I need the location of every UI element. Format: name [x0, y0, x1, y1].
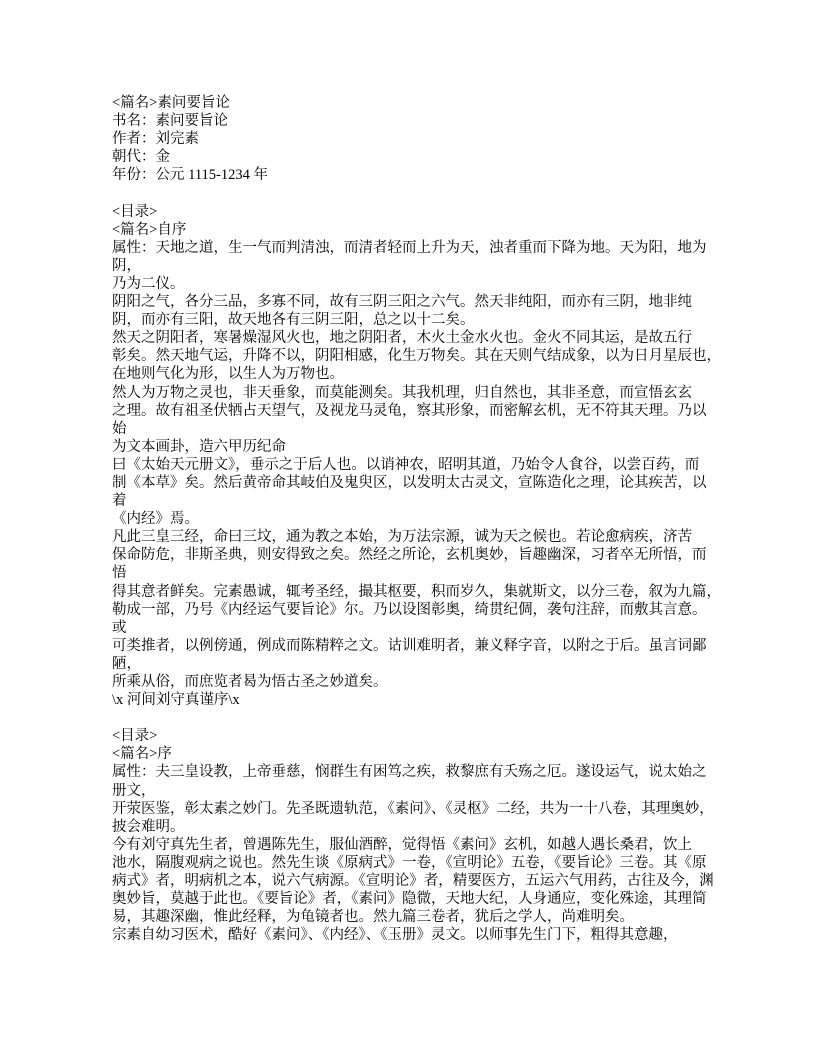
section-block	[112, 727, 712, 944]
text-line: 开荥医鉴，彰太素之妙门。先圣既遗轨范，《素问》、《灵枢》二经，共为一十八卷，其理奥妙，	[112, 800, 714, 817]
text-line: <目录>	[112, 203, 158, 220]
section-block	[112, 203, 721, 710]
text-line: 年份：公元 1115-1234 年	[112, 167, 269, 184]
text-line: 易，其趣深幽，惟此经释，为龟镜者也。然九篇三卷者，犹后之学人，尚难明矣。	[112, 909, 634, 926]
text-line: 制《本草》矣。然后黄帝命其岐伯及鬼臾区，以发明太古灵文，宣陈造化之理，论其疾苦，以	[112, 474, 707, 491]
text-line: 然天之阴阳者，寒暑燥湿风火也，地之阴阳者，木火土金水火也。金火不同其运，是故五行	[112, 330, 692, 347]
text-line: 属性：天地之道，生一气而判清浊，而清者轻而上升为天，浊者重而下降为地。天为阳，地为	[112, 239, 707, 256]
text-line: 保命防危，非斯圣典，则安得致之矣。然经之所论，玄机奥妙，旨趣幽深，习者卒无所悟，而	[112, 547, 707, 564]
text-line: 病式》者，明病机之本，说六气病源。《宣明论》者，精要医方，五运六气用药，古往及今，渊	[112, 873, 714, 890]
text-line: 宗素自幼习医术，酷好《素问》、《内经》、《玉册》灵文。以师事先生门下，粗得其意趣，	[112, 927, 678, 944]
text-line: <目录>	[112, 728, 158, 745]
text-line: 池水，隔腹观病之说也。然先生谈《原病式》一卷，《宣明论》五卷，《要旨论》三卷。其《原	[112, 854, 707, 871]
text-line: 陋，	[112, 655, 141, 672]
text-line: 可类推者，以例傍通，例成而陈精粹之文。诂训难明者，兼义释字音，以附之于后。虽言词鄙	[112, 637, 707, 654]
text-line: 作者：刘完素	[112, 131, 199, 148]
text-line: <篇名>自序	[112, 221, 187, 238]
text-line: 始	[112, 420, 127, 437]
text-line: 朝代：金	[112, 149, 170, 166]
text-line: 着	[112, 493, 127, 510]
text-line: 然人为万物之灵也，非天垂象，而莫能测矣。其我机理，归自然也，其非圣意，而宣悟玄玄	[112, 384, 692, 401]
sections-container	[112, 203, 721, 945]
header-block	[112, 94, 712, 184]
text-line: 凡此三皇三经，命曰三坟，通为教之本始，为万法宗源，诚为天之候也。若论愈病疾，济苦	[112, 529, 692, 546]
text-line: \x 河间刘守真谨序\x	[112, 692, 240, 709]
text-line: 属性：夫三皇设教，上帝垂慈，悯群生有困笃之疾，救黎庶有夭殇之厄。遂设运气，说太始之	[112, 764, 707, 781]
text-line: 阴，而亦有三阳，故天地各有三阴三阳，总之以十二矣。	[112, 312, 475, 329]
text-line: 之理。故有祖圣伏牺占天望气，及视龙马灵龟，察其形象，而密解玄机，无不符其天理。乃以	[112, 402, 707, 419]
text-line: 悟	[112, 565, 127, 582]
text-line: 所乘从俗，而庶览者曷为悟古圣之妙道矣。	[112, 674, 388, 690]
text-line: 阴，	[112, 257, 141, 274]
text-line: 得其意者鲜矣。完素愚诚，辄考圣经，撮其枢要，积而岁久，集就斯文，以分三卷，叙为九篇，	[112, 583, 721, 600]
text-line: 乃为二仪。	[112, 275, 185, 292]
text-line: 彰矣。然天地气运，升降不以，阴阳相感，化生万物矣。其在天则气结成象，以为日月星辰也，	[112, 348, 721, 365]
text-line: 书名：素问要旨论	[112, 113, 228, 130]
text-line: <篇名>序	[112, 746, 172, 763]
text-line: <篇名>素问要旨论	[112, 95, 230, 111]
text-line: 今有刘守真先生者，曾遇陈先生，服仙酒醉，觉得悟《素问》玄机，如越人遇长桑君，饮上	[112, 836, 692, 853]
text-line: 曰《太始天元册文》，垂示之于后人也。以诮神农，昭明其道，乃始令人食谷，以尝百药，而	[112, 456, 700, 473]
text-line: 《内经》焉。	[112, 511, 199, 528]
text-line: 册文，	[112, 782, 156, 799]
text-line: 阴阳之气，各分三品，多寡不同，故有三阴三阳之六气。然天非纯阳，而亦有三阴，地非纯	[112, 294, 692, 311]
text-line: 勒成一部，乃号《内经运气要旨论》尔。乃以设图彰奥，绮贯纪倜，袭句注辞，而敷其言意。	[112, 601, 707, 618]
text-line: 在地则气化为形，以生人为万物也。	[112, 366, 344, 383]
text-line: 为文本画卦，造六甲历纪命	[112, 438, 286, 455]
text-line: 披会难明。	[112, 818, 185, 835]
text-line: 奥妙旨，莫越于此也。《要旨论》者，《素问》隐微，天地大纪，人身通应，变化殊途，其理简	[112, 891, 707, 908]
text-line: 或	[112, 619, 127, 636]
